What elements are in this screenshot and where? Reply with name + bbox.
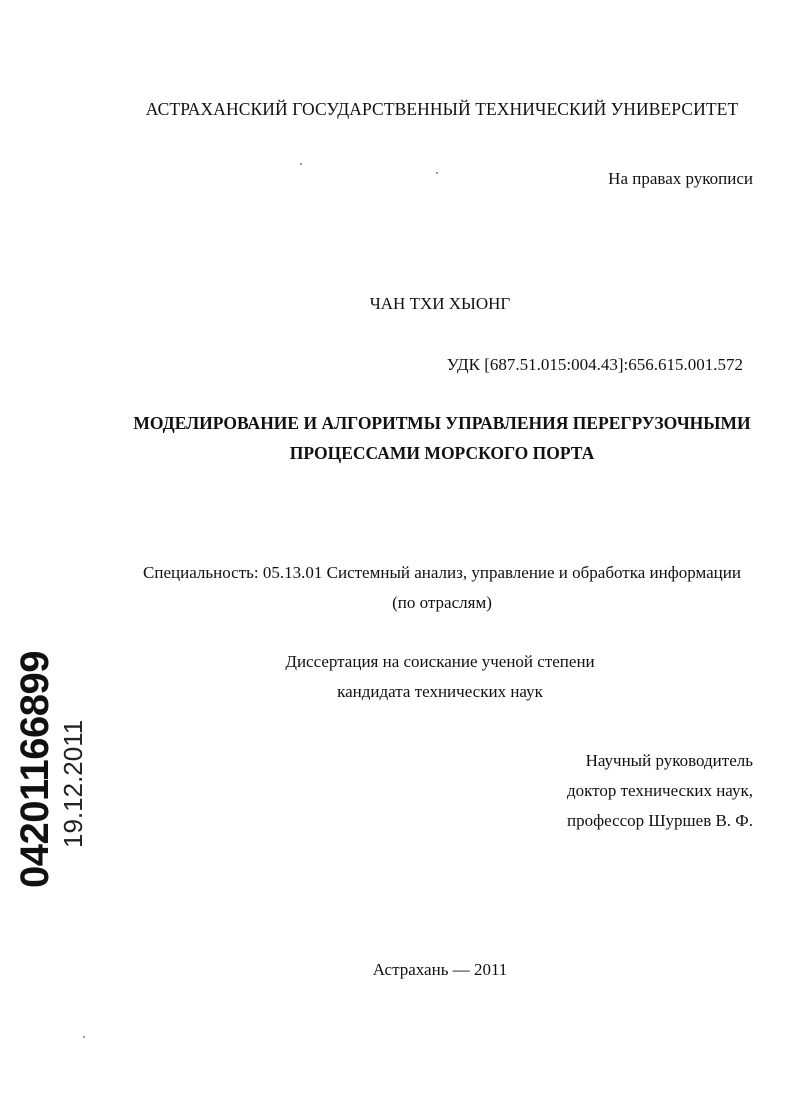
city-year: Астрахань — 2011 [372, 960, 508, 979]
scan-speck [436, 172, 438, 174]
scan-speck [300, 163, 302, 165]
manuscript-note: На правах рукописи [608, 169, 753, 188]
library-stamp [12, 651, 88, 888]
supervisor-name: профессор Шуршев В. Ф. [566, 811, 753, 830]
udk-code: УДК [687.51.015:004.43]:656.615.001.572 [446, 355, 743, 374]
specialty-line-2: (по отраслям) [392, 593, 492, 612]
university-name: АСТРАХАНСКИЙ ГОСУДАРСТВЕННЫЙ ТЕХНИЧЕСКИЙ УНИВЕРСИТЕТ [145, 99, 739, 119]
degree-line-2: кандидата технических наук [337, 682, 543, 701]
specialty-line-1: Специальность: 05.13.01 Системный анализ, управление и обработка информации [143, 563, 741, 582]
scan-speck [83, 1036, 85, 1038]
supervisor-degree: доктор технических наук, [566, 781, 753, 800]
dissertation-title-line-2: ПРОЦЕССАМИ МОРСКОГО ПОРТА [289, 443, 595, 463]
dissertation-title-line-1: МОДЕЛИРОВАНИЕ И АЛГОРИТМЫ УПРАВЛЕНИЯ ПЕРЕГРУЗОЧНЫМИ [133, 413, 751, 433]
author-name: ЧАН ТХИ ХЫОНГ [369, 294, 511, 313]
degree-line-1: Диссертация на соискание ученой степени [285, 652, 595, 671]
supervisor-role: Научный руководитель [585, 751, 753, 770]
stamp-number: 04201166899 [13, 651, 57, 888]
stamp-date: 19.12.2011 [58, 719, 88, 848]
